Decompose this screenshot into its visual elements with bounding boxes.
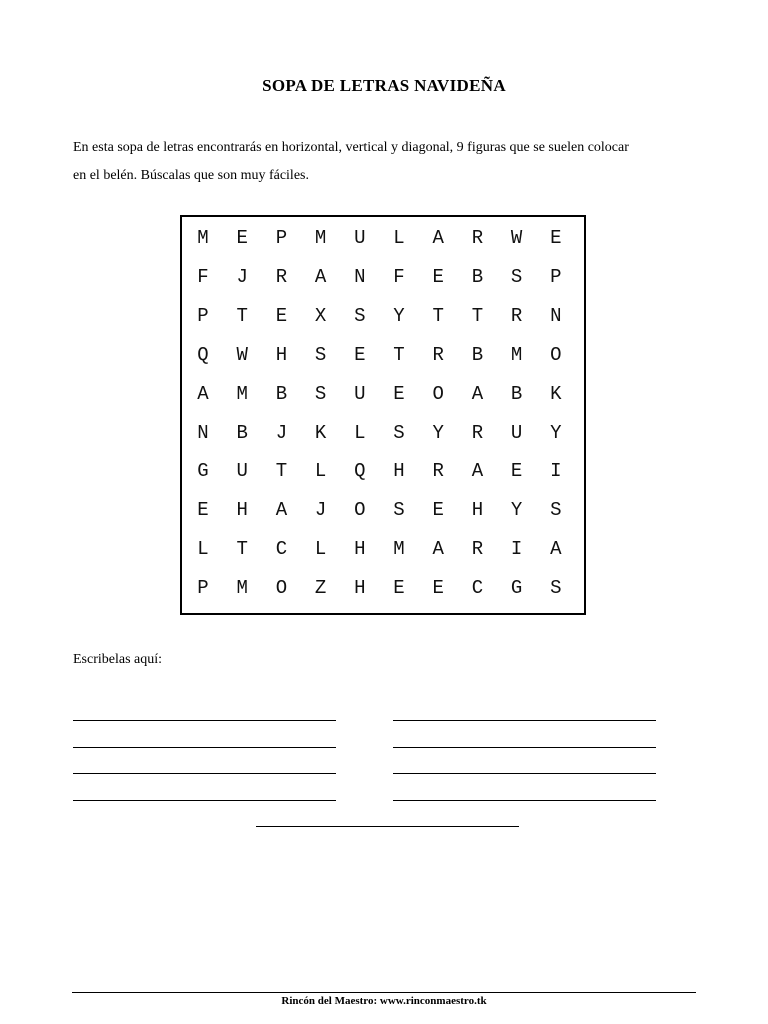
grid-letter[interactable]: U bbox=[236, 460, 248, 483]
grid-letter[interactable]: N bbox=[550, 304, 562, 327]
grid-letter[interactable]: M bbox=[314, 227, 327, 249]
answer-line[interactable] bbox=[73, 720, 336, 721]
grid-letter[interactable]: S bbox=[314, 382, 327, 405]
grid-letter[interactable]: S bbox=[314, 343, 327, 366]
grid-letter[interactable]: B bbox=[510, 382, 523, 405]
grid-letter[interactable]: S bbox=[550, 577, 562, 600]
grid-letter[interactable]: X bbox=[314, 304, 327, 327]
grid-letter[interactable]: H bbox=[354, 577, 366, 600]
grid-letter[interactable]: A bbox=[471, 382, 484, 405]
grid-letter[interactable]: B bbox=[275, 382, 288, 405]
grid-letter[interactable]: C bbox=[275, 538, 288, 561]
grid-letter[interactable]: L bbox=[314, 538, 327, 561]
grid-letter[interactable]: S bbox=[393, 421, 405, 444]
grid-letter[interactable]: H bbox=[471, 499, 484, 522]
grid-row bbox=[182, 569, 584, 607]
grid-letter[interactable]: Q bbox=[197, 343, 209, 366]
footer-credit: Rincón del Maestro: www.rinconmaestro.tk bbox=[281, 995, 487, 1007]
grid-letter[interactable]: E bbox=[354, 343, 366, 366]
grid-letter[interactable]: E bbox=[432, 265, 444, 288]
grid-letter[interactable]: A bbox=[550, 538, 562, 561]
footer-divider bbox=[72, 992, 696, 993]
grid-letter[interactable]: R bbox=[275, 265, 288, 288]
grid-letter[interactable]: M bbox=[510, 343, 523, 366]
grid-letter[interactable]: O bbox=[354, 499, 366, 522]
grid-row bbox=[182, 258, 584, 296]
grid-letter[interactable]: P bbox=[550, 265, 562, 288]
grid-letter[interactable]: P bbox=[275, 227, 288, 249]
grid-letter[interactable]: U bbox=[354, 382, 366, 405]
grid-row bbox=[182, 491, 584, 529]
answer-line[interactable] bbox=[73, 773, 336, 774]
grid-letter[interactable]: Z bbox=[314, 577, 327, 600]
grid-letter[interactable]: A bbox=[197, 382, 209, 405]
grid-letter[interactable]: R bbox=[471, 227, 484, 249]
grid-letter[interactable]: C bbox=[471, 577, 484, 600]
grid-letter[interactable]: E bbox=[197, 499, 209, 522]
grid-letter[interactable]: S bbox=[393, 499, 405, 522]
grid-letter[interactable]: H bbox=[393, 460, 405, 483]
grid-letter[interactable]: E bbox=[550, 227, 562, 249]
grid-letter[interactable]: T bbox=[393, 343, 405, 366]
grid-letter[interactable]: O bbox=[550, 343, 562, 366]
grid-letter[interactable]: E bbox=[236, 227, 248, 249]
grid-letter[interactable]: N bbox=[197, 421, 209, 444]
answer-line[interactable] bbox=[256, 826, 519, 827]
grid-letter[interactable]: M bbox=[236, 382, 248, 405]
answer-line[interactable] bbox=[393, 773, 656, 774]
answer-line[interactable] bbox=[393, 800, 656, 801]
grid-letter[interactable]: W bbox=[510, 227, 523, 249]
grid-letter[interactable]: A bbox=[432, 227, 444, 249]
answer-line[interactable] bbox=[393, 747, 656, 748]
grid-letter[interactable]: M bbox=[393, 538, 405, 561]
grid-letter[interactable]: H bbox=[236, 499, 248, 522]
grid-letter[interactable]: A bbox=[275, 499, 288, 522]
grid-letter[interactable]: T bbox=[432, 304, 444, 327]
grid-letter[interactable]: Y bbox=[510, 499, 523, 522]
grid-letter[interactable]: Y bbox=[550, 421, 562, 444]
grid-letter[interactable]: P bbox=[197, 304, 209, 327]
answer-line[interactable] bbox=[73, 747, 336, 748]
grid-letter[interactable]: Y bbox=[393, 304, 405, 327]
grid-letter[interactable]: A bbox=[432, 538, 444, 561]
grid-row bbox=[182, 375, 584, 413]
grid-row bbox=[182, 219, 584, 257]
grid-letter[interactable]: E bbox=[432, 499, 444, 522]
instructions-line-1: En esta sopa de letras encontrarás en horizontal, vertical y diagonal, 9 figuras que se suelen colocar bbox=[73, 140, 629, 155]
grid-letter[interactable]: I bbox=[550, 460, 562, 483]
grid-letter[interactable]: M bbox=[197, 227, 209, 249]
page-title: SOPA DE LETRAS NAVIDEÑA bbox=[262, 76, 506, 95]
grid-letter[interactable]: A bbox=[314, 265, 327, 288]
grid-letter[interactable]: Y bbox=[432, 421, 444, 444]
grid-letter[interactable]: U bbox=[354, 227, 366, 249]
grid-letter[interactable]: L bbox=[393, 227, 405, 249]
instructions bbox=[73, 134, 703, 190]
grid-letter[interactable]: O bbox=[432, 382, 444, 405]
answer-line[interactable] bbox=[73, 800, 336, 801]
grid-letter[interactable]: P bbox=[197, 577, 209, 600]
answers-label: Escribelas aquí: bbox=[73, 652, 163, 667]
grid-letter[interactable]: F bbox=[197, 265, 209, 288]
grid-letter[interactable]: R bbox=[471, 421, 484, 444]
grid-letter[interactable]: T bbox=[275, 460, 288, 483]
grid-row bbox=[182, 530, 584, 568]
grid-letter[interactable]: O bbox=[275, 577, 288, 600]
grid-row bbox=[182, 336, 584, 374]
grid-letter[interactable]: R bbox=[471, 538, 484, 561]
grid-letter[interactable]: L bbox=[314, 460, 327, 483]
word-search-grid bbox=[180, 215, 586, 615]
grid-letter[interactable]: N bbox=[354, 265, 366, 288]
answer-line[interactable] bbox=[393, 720, 656, 721]
grid-letter[interactable]: Q bbox=[354, 460, 366, 483]
grid-row bbox=[182, 452, 584, 490]
instructions-line-2: en el belén. Búscalas que son muy fáciles. bbox=[73, 168, 309, 183]
grid-letter[interactable]: H bbox=[354, 538, 366, 561]
grid-letter[interactable]: W bbox=[236, 343, 248, 366]
grid-letter[interactable]: J bbox=[236, 265, 248, 288]
grid-letter[interactable]: I bbox=[510, 538, 523, 561]
grid-letter[interactable]: G bbox=[510, 577, 523, 600]
grid-letter[interactable]: T bbox=[236, 538, 248, 561]
grid-letter[interactable]: U bbox=[510, 421, 523, 444]
grid-letter[interactable]: H bbox=[275, 343, 288, 366]
grid-letter[interactable]: F bbox=[393, 265, 405, 288]
grid-letter[interactable]: K bbox=[550, 382, 562, 405]
grid-letter[interactable]: E bbox=[510, 460, 523, 483]
grid-letter[interactable]: B bbox=[471, 265, 484, 288]
grid-letter[interactable]: J bbox=[275, 421, 288, 444]
grid-letter[interactable]: T bbox=[236, 304, 248, 327]
grid-letter[interactable]: S bbox=[550, 499, 562, 522]
grid-letter[interactable]: T bbox=[471, 304, 484, 327]
grid-row bbox=[182, 414, 584, 452]
grid-letter[interactable]: B bbox=[236, 421, 248, 444]
grid-letter[interactable]: E bbox=[275, 304, 288, 327]
grid-letter[interactable]: E bbox=[393, 577, 405, 600]
grid-letter[interactable]: R bbox=[510, 304, 523, 327]
grid-letter[interactable]: A bbox=[471, 460, 484, 483]
grid-row bbox=[182, 297, 584, 335]
grid-letter[interactable]: L bbox=[197, 538, 209, 561]
grid-letter[interactable]: S bbox=[354, 304, 366, 327]
grid-letter[interactable]: J bbox=[314, 499, 327, 522]
grid-letter[interactable]: E bbox=[393, 382, 405, 405]
grid-letter[interactable]: E bbox=[432, 577, 444, 600]
grid-letter[interactable]: S bbox=[510, 265, 523, 288]
grid-letter[interactable]: M bbox=[236, 577, 248, 600]
grid-letter[interactable]: L bbox=[354, 421, 366, 444]
grid-letter[interactable]: R bbox=[432, 343, 444, 366]
grid-letter[interactable]: K bbox=[314, 421, 327, 444]
grid-letter[interactable]: R bbox=[432, 460, 444, 483]
grid-letter[interactable]: G bbox=[197, 460, 209, 483]
grid-letter[interactable]: B bbox=[471, 343, 484, 366]
